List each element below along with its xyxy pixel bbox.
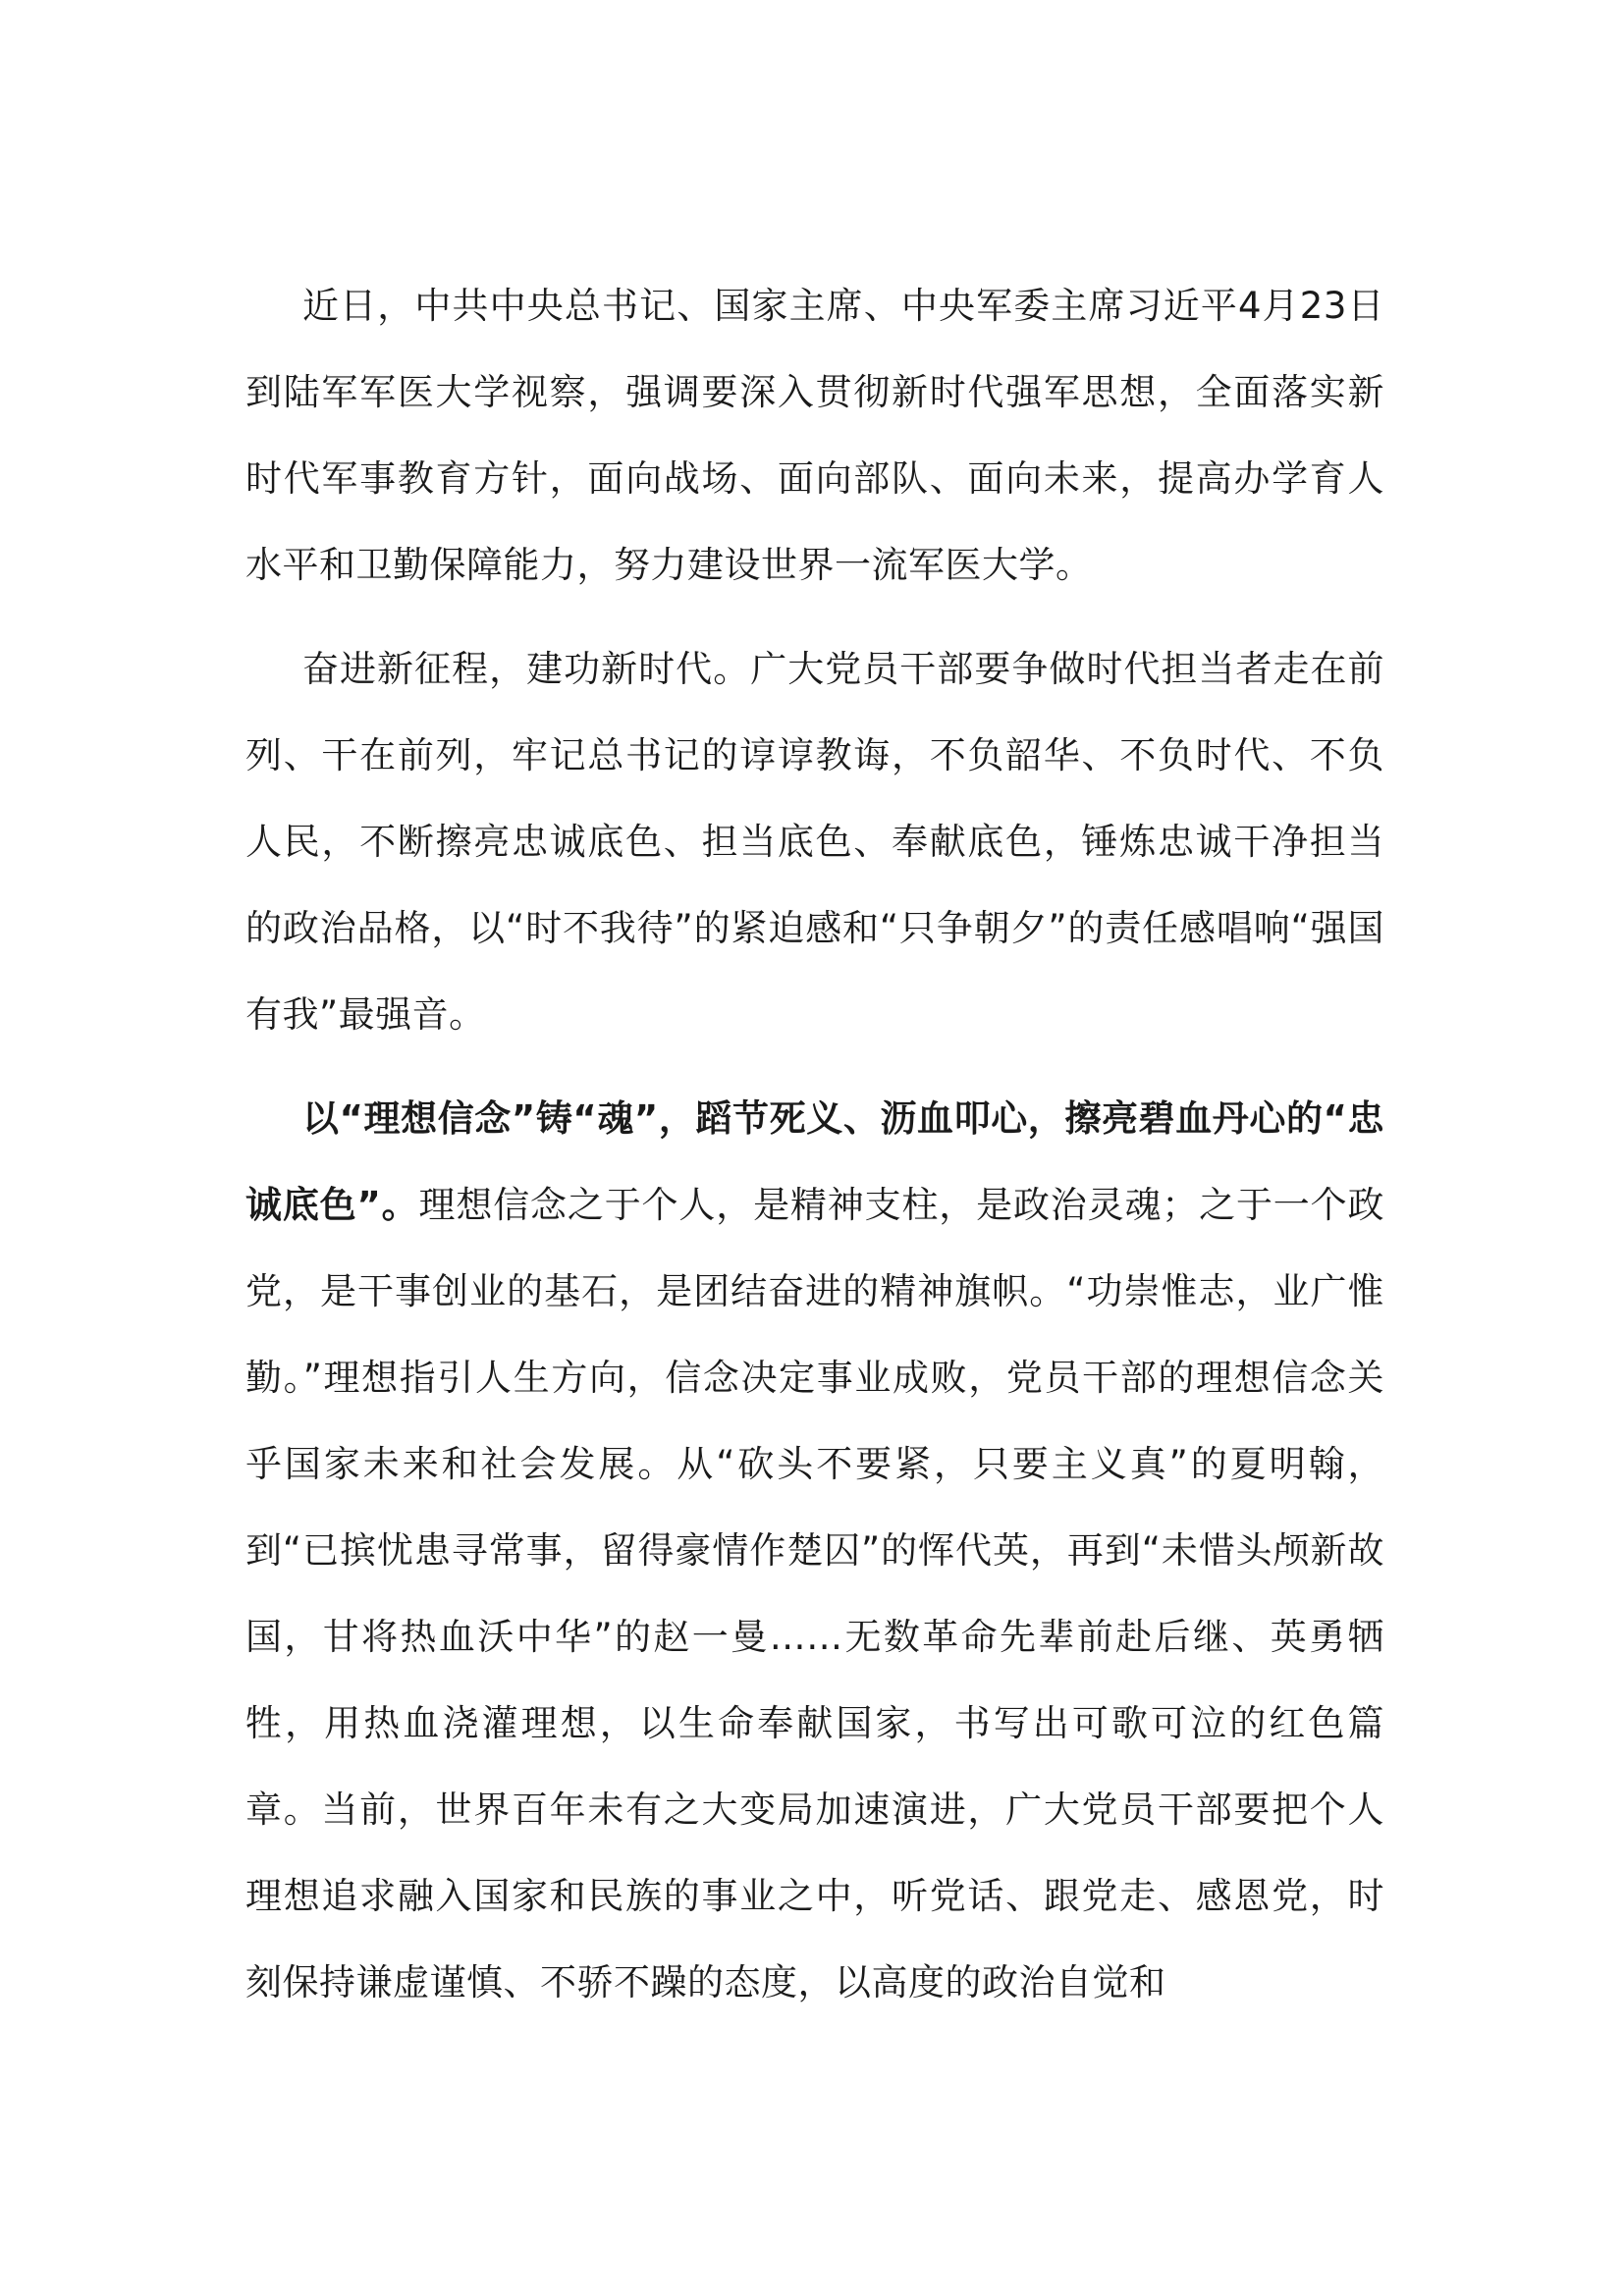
document-body bbox=[245, 263, 1384, 2044]
paragraph-1 bbox=[245, 263, 1384, 609]
paragraph-3-text: 理想信念之于个人，是精神支柱，是政治灵魂；之于一个政党，是干事创业的基石，是团结奋进的精神旗帜。“功崇惟志，业广惟勤。”理想指引人生方向，信念决定事业成败，党员干部的理想信念关乎国家未来和社会发展。从“砍头不要紧，只要主义真”的夏明翰，到“已摈忧患寻常事，留得豪情作楚囚”的恽代英，再到“未惜头颅新故国，甘将热血沃中华”的赵一曼……无数革命先辈前赴后继、英勇牺牲，用热血浇灌理想，以生命奉献国家，书写出可歌可泣的红色篇章。当前，世界百年未有之大变局加速演进，广大党员干部要把个人理想追求融入国家和民族的事业之中，听党话、跟党走、感恩党，时刻保持谦虚谨慎、不骄不躁的态度，以高度的政治自觉和 bbox=[245, 1184, 1384, 2003]
paragraph-2 bbox=[245, 626, 1384, 1058]
paragraph-1-text: 近日，中共中央总书记、国家主席、中央军委主席习近平4月23日到陆军军医大学视察，强调要深入贯彻新时代强军思想，全面落实新时代军事教育方针，面向战场、面向部队、面向未来，提高办学育人水平和卫勤保障能力，努力建设世界一流军医大学。 bbox=[245, 285, 1384, 586]
paragraph-3-heading: 以“理想信念”铸“魂”，蹈节死义、沥血叩心，擦亮碧血丹心的“忠诚底色”。 bbox=[245, 1097, 1384, 1226]
paragraph-2-text: 奋进新征程，建功新时代。广大党员干部要争做时代担当者走在前列、干在前列，牢记总书记的谆谆教诲，不负韶华、不负时代、不负人民，不断擦亮忠诚底色、担当底色、奉献底色，锤炼忠诚干净担当的政治品格，以“时不我待”的紧迫感和“只争朝夕”的责任感唱响“强国有我”最强音。 bbox=[245, 648, 1384, 1036]
paragraph-3 bbox=[245, 1076, 1384, 2026]
